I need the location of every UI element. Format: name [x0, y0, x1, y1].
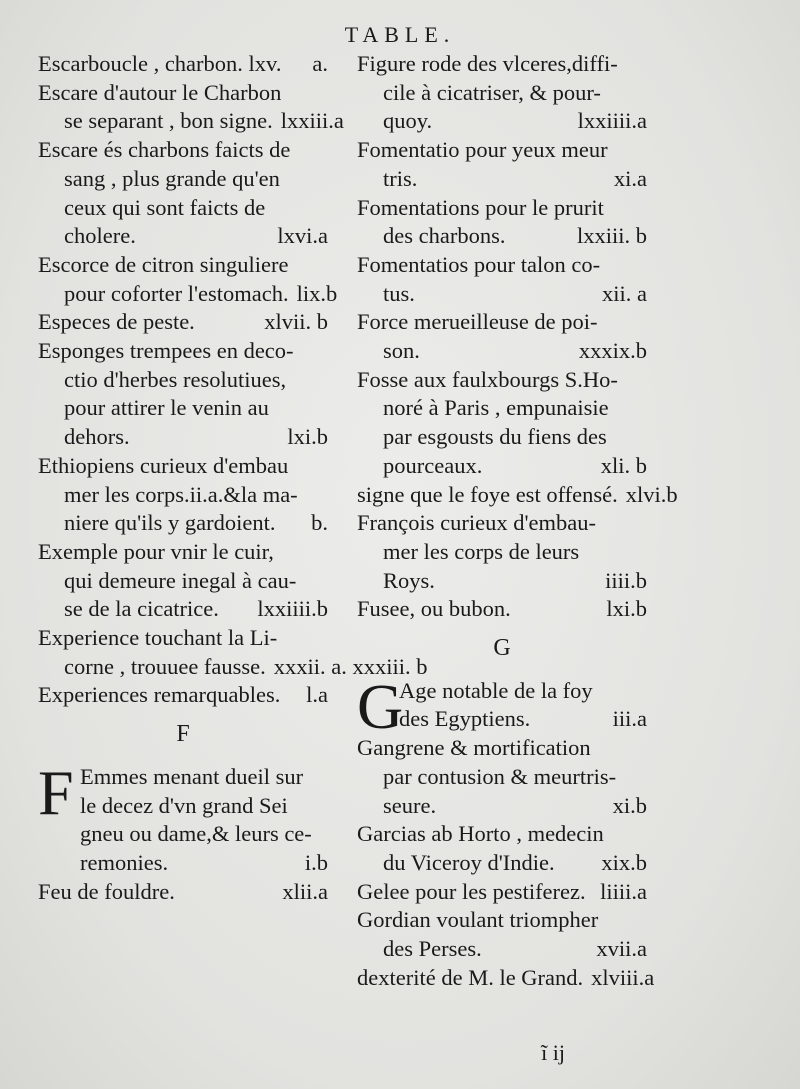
entry-line — [38, 681, 328, 710]
page-reference: xlvii. b — [264, 309, 328, 335]
page-reference: lxi.b — [606, 596, 647, 622]
page-reference: lxxiii. b — [576, 223, 647, 249]
page-reference: lxxiiii.b — [257, 596, 328, 622]
page-reference: xlii.a — [282, 878, 328, 904]
entry-text: Especes de peste. — [38, 309, 195, 335]
entry-line — [357, 165, 647, 194]
entry-line — [357, 763, 647, 792]
page-reference: xlvi.b — [625, 481, 678, 507]
page-reference: lxi.b — [287, 424, 328, 450]
entry-line — [357, 509, 647, 538]
entry-text: Fomentatios pour talon co- — [357, 251, 601, 277]
index-entry — [357, 481, 678, 510]
index-entry — [357, 820, 647, 877]
entry-text: Fusee, ou bubon. — [357, 596, 511, 622]
page-reference: l.a — [306, 682, 328, 708]
entry-text: tris. — [383, 165, 418, 191]
page-reference: lxxiii.a — [280, 108, 344, 134]
entry-line — [357, 337, 647, 366]
entry-line — [38, 394, 328, 423]
entry-text: des Perses. — [383, 936, 482, 962]
page-header: TABLE. — [344, 22, 456, 47]
entry-text: Escare d'autour le Charbon — [38, 79, 282, 105]
entry-text: Roys. — [383, 567, 435, 593]
entry-text: Force merueilleuse de poi- — [357, 309, 598, 335]
index-entry — [357, 595, 647, 624]
entry-text: Escare és charbons faicts de — [38, 137, 291, 163]
entry-text: cile à cicatriser, & pour- — [383, 79, 601, 105]
entry-line — [38, 136, 328, 165]
entry-text: sang , plus grande qu'en — [64, 165, 280, 191]
index-entry — [38, 681, 328, 710]
entry-text: tus. — [383, 280, 415, 306]
entry-text: noré à Paris , empunaisie — [383, 395, 609, 421]
page-reference: xix.b — [601, 849, 647, 875]
entry-text: Garcias ab Horto , medecin — [357, 821, 604, 847]
entry-line — [357, 538, 647, 567]
entry-text: François curieux d'embau- — [357, 510, 596, 536]
entry-line — [357, 595, 647, 624]
index-entry — [38, 452, 328, 538]
entry-text: du Viceroy d'Indie. — [383, 849, 555, 875]
entry-text: Fomentations pour le prurit — [357, 194, 604, 220]
entry-line — [38, 337, 328, 366]
entry-text: seure. — [383, 792, 437, 818]
entry-text: par esgousts du fiens des — [383, 424, 607, 450]
entry-text: par contusion & meurtris- — [383, 763, 617, 789]
entry-line — [38, 820, 328, 849]
entry-line — [357, 308, 647, 337]
index-entry — [38, 624, 428, 681]
entry-text: Escorce de citron singuliere — [38, 251, 289, 277]
entry-text: Fosse aux faulxbourgs S.Ho- — [357, 366, 618, 392]
entry-text: Experiences remarquables. — [38, 682, 281, 708]
entry-line — [357, 366, 647, 395]
page-reference: lxxiiii.a — [577, 108, 647, 134]
entry-text: dexterité de M. le Grand. — [357, 964, 584, 990]
entry-line — [38, 567, 328, 596]
entry-line — [357, 194, 647, 223]
index-entry — [38, 79, 344, 136]
entry-line — [357, 394, 647, 423]
entry-line — [38, 251, 328, 280]
drop-cap-letter: F — [38, 756, 74, 828]
entry-line — [357, 50, 647, 79]
entry-text: Feu de fouldre. — [38, 878, 175, 904]
entry-text: Esponges trempees en deco- — [38, 338, 294, 364]
index-entry — [357, 50, 647, 136]
index-entry — [357, 734, 647, 820]
entry-line — [357, 849, 647, 878]
entry-text: des charbons. — [383, 223, 506, 249]
entry-text: signe que le foye est offensé. — [357, 481, 618, 507]
entry-text: se separant , bon signe. — [64, 108, 273, 134]
entry-line — [38, 763, 328, 792]
entry-line — [38, 624, 328, 653]
entry-text: mer les corps de leurs — [383, 538, 580, 564]
right-column — [357, 50, 678, 993]
entry-text: ctio d'herbes resolutiues, — [64, 366, 287, 392]
entry-line — [357, 820, 647, 849]
entry-line — [357, 481, 678, 510]
entry-line — [38, 538, 328, 567]
page-reference: xi.a — [613, 165, 647, 191]
entry-text: Age notable de la foy — [399, 677, 593, 703]
entry-line — [38, 50, 328, 79]
entry-line — [357, 878, 647, 907]
entry-line — [38, 452, 328, 481]
entry-text: remonies. — [80, 849, 169, 875]
entry-text: qui demeure inegal à cau- — [64, 567, 297, 593]
page-reference: xlviii.a — [591, 964, 655, 990]
entry-text: quoy. — [383, 108, 433, 134]
entry-line — [357, 935, 647, 964]
entry-text: Gordian voulant triompher — [357, 907, 599, 933]
entry-line — [38, 280, 338, 309]
index-entry — [357, 906, 647, 963]
page-reference: lxvi.a — [277, 223, 328, 249]
entry-text: Experience touchant la Li- — [38, 625, 278, 651]
entry-line — [357, 452, 647, 481]
page-signature: ĩ ij — [541, 1040, 565, 1065]
entry-text: gneu ou dame,& leurs ce- — [80, 821, 312, 847]
entry-text: le decez d'vn grand Sei — [80, 792, 288, 818]
index-entry — [38, 337, 328, 452]
entry-line — [38, 849, 328, 878]
index-entry — [38, 878, 328, 907]
entry-line — [38, 194, 328, 223]
entry-text: Ethiopiens curieux d'embau — [38, 452, 289, 478]
entry-line — [38, 222, 328, 251]
entry-line — [38, 878, 328, 907]
entry-line — [38, 165, 328, 194]
drop-cap-entry — [357, 670, 647, 742]
entry-text: pour attirer le venin au — [64, 395, 269, 421]
entry-line — [357, 280, 647, 309]
entry-line — [357, 107, 647, 136]
entry-text: Gangrene & mortification — [357, 735, 591, 761]
index-entry — [357, 878, 647, 907]
entry-line — [38, 107, 344, 136]
entry-text: niere qu'ils y gardoient. — [64, 510, 276, 536]
index-entry — [38, 538, 328, 624]
page-reference: iiii.b — [605, 567, 647, 593]
entry-text: Fomentatio pour yeux meur — [357, 137, 608, 163]
entry-text: ceux qui sont faicts de — [64, 194, 266, 220]
entry-text: Exemple pour vnir le cuir, — [38, 538, 274, 564]
index-entry — [357, 136, 647, 193]
page-reference: xvii.a — [596, 936, 647, 962]
index-entry — [357, 251, 647, 308]
entry-text: corne , trouuee fausse. — [64, 653, 266, 679]
drop-cap-letter: G — [357, 670, 404, 742]
entry-line — [357, 79, 647, 108]
entry-line — [357, 423, 647, 452]
entry-line — [357, 964, 655, 993]
page-reference: xli. b — [600, 452, 647, 478]
index-entry — [38, 136, 328, 251]
entry-line — [357, 792, 647, 821]
entry-line — [38, 79, 328, 108]
index-entry — [357, 964, 655, 993]
page-reference: iii.a — [612, 706, 647, 732]
index-entry — [357, 509, 647, 595]
page-reference: xi.b — [612, 792, 647, 818]
index-entry — [38, 308, 328, 337]
entry-text: dehors. — [64, 424, 130, 450]
entry-text: son. — [383, 338, 420, 364]
index-entry — [357, 366, 647, 481]
entry-line — [357, 567, 647, 596]
entry-text: Figure rode des vlceres,diffi- — [357, 51, 618, 76]
page-reference: xxxii. a. xxxiii. b — [273, 653, 428, 679]
entry-line — [357, 222, 647, 251]
entry-text: pourceaux. — [383, 452, 483, 478]
entry-line — [38, 481, 328, 510]
index-entry — [38, 251, 338, 308]
entry-text: Escarboucle , charbon. lxv. — [38, 51, 282, 76]
entry-text: pour coforter l'estomach. — [64, 280, 289, 306]
entry-line — [38, 423, 328, 452]
entry-text: des Egyptiens. — [399, 706, 531, 732]
page-reference: i.b — [304, 849, 328, 875]
page-reference: b. — [311, 510, 328, 536]
entry-text: Gelee pour les pestiferez. — [357, 878, 586, 904]
entry-text: Emmes menant dueil sur — [80, 763, 304, 789]
entry-text: se de la cicatrice. — [64, 596, 219, 622]
drop-cap-entry — [38, 756, 328, 878]
page-reference: liiii.a — [600, 878, 647, 904]
page-reference: xii. a — [602, 280, 647, 306]
entry-text: cholere. — [64, 223, 136, 249]
entry-line — [38, 653, 428, 682]
entry-line — [38, 792, 328, 821]
entry-line — [357, 136, 647, 165]
entry-line — [38, 595, 328, 624]
entry-line — [38, 308, 328, 337]
page-reference: a. — [312, 51, 328, 76]
page-reference: xxxix.b — [578, 338, 647, 364]
entry-line — [357, 906, 647, 935]
entry-line — [38, 509, 328, 538]
entry-text: mer les corps.ii.a.&la ma- — [64, 481, 298, 507]
section-heading-f: F — [176, 721, 190, 748]
index-entry — [38, 50, 328, 79]
index-entry — [357, 308, 647, 365]
entry-line — [38, 366, 328, 395]
entry-line — [357, 251, 647, 280]
index-entry — [357, 194, 647, 251]
page-reference: lix.b — [296, 280, 338, 306]
section-heading-g: G — [493, 635, 511, 662]
